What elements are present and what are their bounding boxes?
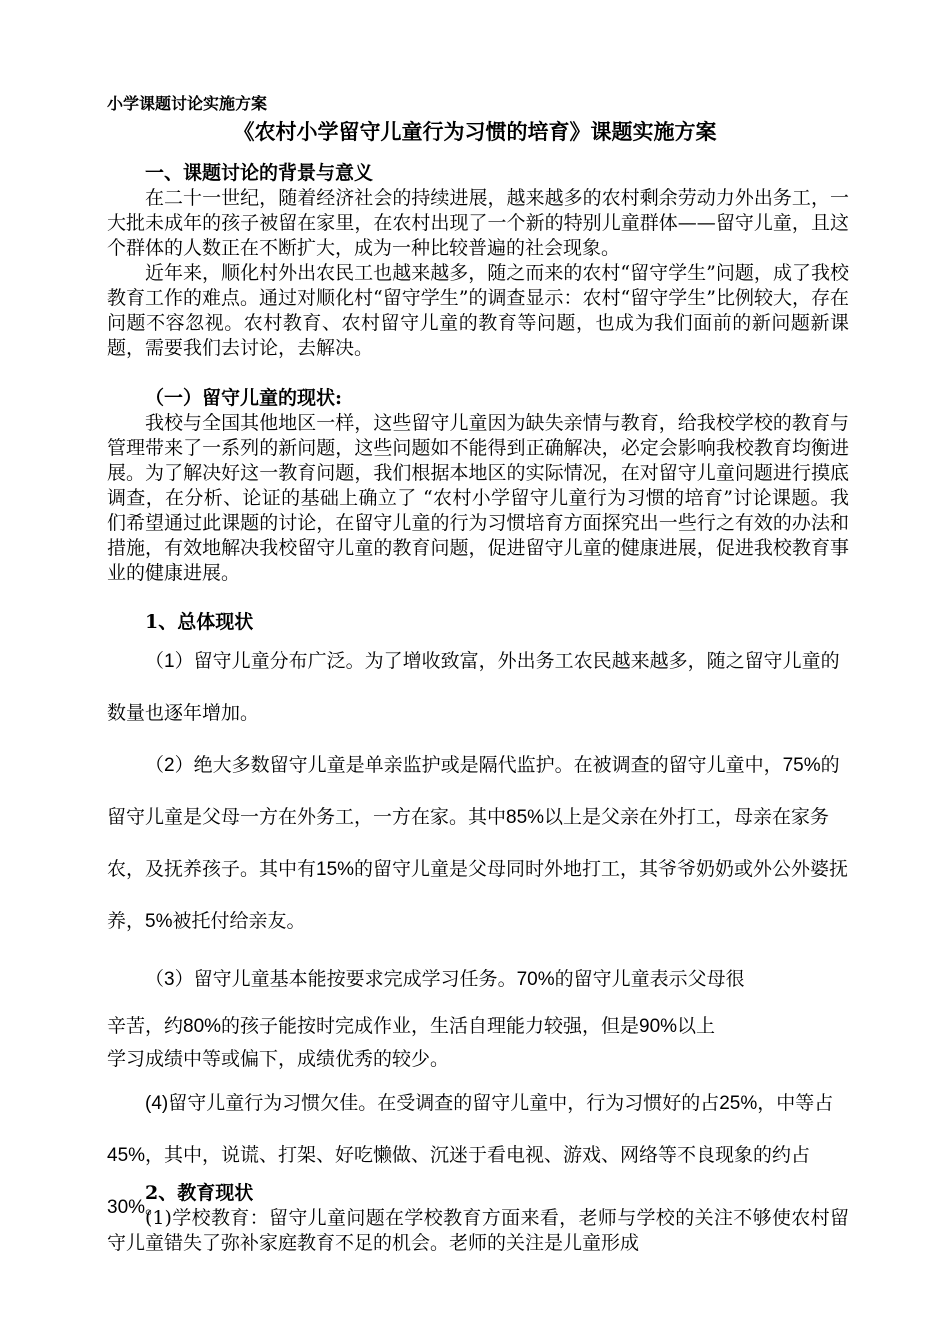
subsection-current-status	[107, 385, 849, 586]
paragraph: (1)学校教育：留守儿童问题在学校教育方面来看，老师与学校的关注不够使农村留守儿童错失了弥补家庭教育不足的机会。老师的关注是儿童形成	[107, 1207, 849, 1254]
education-status-section	[107, 1180, 849, 1256]
overall-status-heading: 1、总体现状	[145, 611, 254, 633]
overall-status-items	[107, 636, 849, 1234]
education-status-heading: 2、教育现状	[145, 1182, 254, 1204]
section-background-and-significance	[107, 160, 849, 361]
document-label: 小学课题讨论实施方案	[107, 94, 268, 113]
subsection-heading: （一）留守儿童的现状:	[145, 387, 343, 409]
paragraph: 我校与全国其他地区一样，这些留守儿童因为缺失亲情与教育，给我校学校的教育与管理带来了一系列的新问题，这些问题如不能得到正确解决，必定会影响我校教育均衡进展。为了解决好这一教育问题，我们根据本地区的实际情况，在对留守儿童问题进行摸底调查，在分析、论证的基础上确立了 “农村小学留守儿童行为习惯的培育”讨论课题。我们希望通过此课题的讨论，在留守儿童的行为习惯培育方面探究出一些行之有效的办法和措施，有效地解决我校留守儿童的教育问题，促进留守儿童的健康进展，促进我校教育事业的健康进展。	[107, 412, 849, 584]
status-item: （1）留守儿童分布广泛。为了增收致富，外出务工农民越来越多，随之留守儿童的数量也逐年增加。	[107, 651, 840, 724]
overall-status-heading-block	[107, 609, 849, 635]
paragraph: 近年来，顺化村外出农民工也越来越多，随之而来的农村“留守学生”问题，成了我校教育工作的难点。通过对顺化村“留守学生”的调查显示：农村“留守学生”比例较大，存在问题不容忽视。农村教育、农村留守儿童的教育等问题，也成为我们面前的新问题新课题，需要我们去讨论，去解决。	[107, 262, 849, 359]
section-heading: 一、课题讨论的背景与意义	[145, 162, 374, 184]
document-title: 《农村小学留守儿童行为习惯的培育》课题实施方案	[233, 119, 717, 144]
status-item-line: 学习成绩中等或偏下，成绩优秀的较少。	[107, 1049, 450, 1070]
status-item-line: 辛苦，约80%的孩子能按时完成作业，生活自理能力较强，但是90%以上	[107, 1016, 716, 1037]
status-item: (4)留守儿童行为习惯欠佳。在受调查的留守儿童中，行为习惯好的占25%，中等占45%，其中，说谎、打架、好吃懒做、沉迷于看电视、游戏、网络等不良现象的约占30%。	[107, 1093, 834, 1218]
status-item-line: （3）留守儿童基本能按要求完成学习任务。70%的留守儿童表示父母很	[145, 969, 745, 990]
status-item: （2）绝大多数留守儿童是单亲监护或是隔代监护。在被调查的留守儿童中，75%的留守儿童是父母一方在外务工，一方在家。其中85%以上是父亲在外打工，母亲在家务农，及抚养孩子。其中有15%的留守儿童是父母同时外地打工，其爷爷奶奶或外公外婆抚养，5%被托付给亲友。	[107, 755, 849, 932]
paragraph: 在二十一世纪，随着经济社会的持续进展，越来越多的农村剩余劳动力外出务工，一大批未成年的孩子被留在家里，在农村出现了一个新的特别儿童群体——留守儿童，且这个群体的人数正在不断扩大，成为一种比较普遍的社会现象。	[107, 187, 849, 259]
